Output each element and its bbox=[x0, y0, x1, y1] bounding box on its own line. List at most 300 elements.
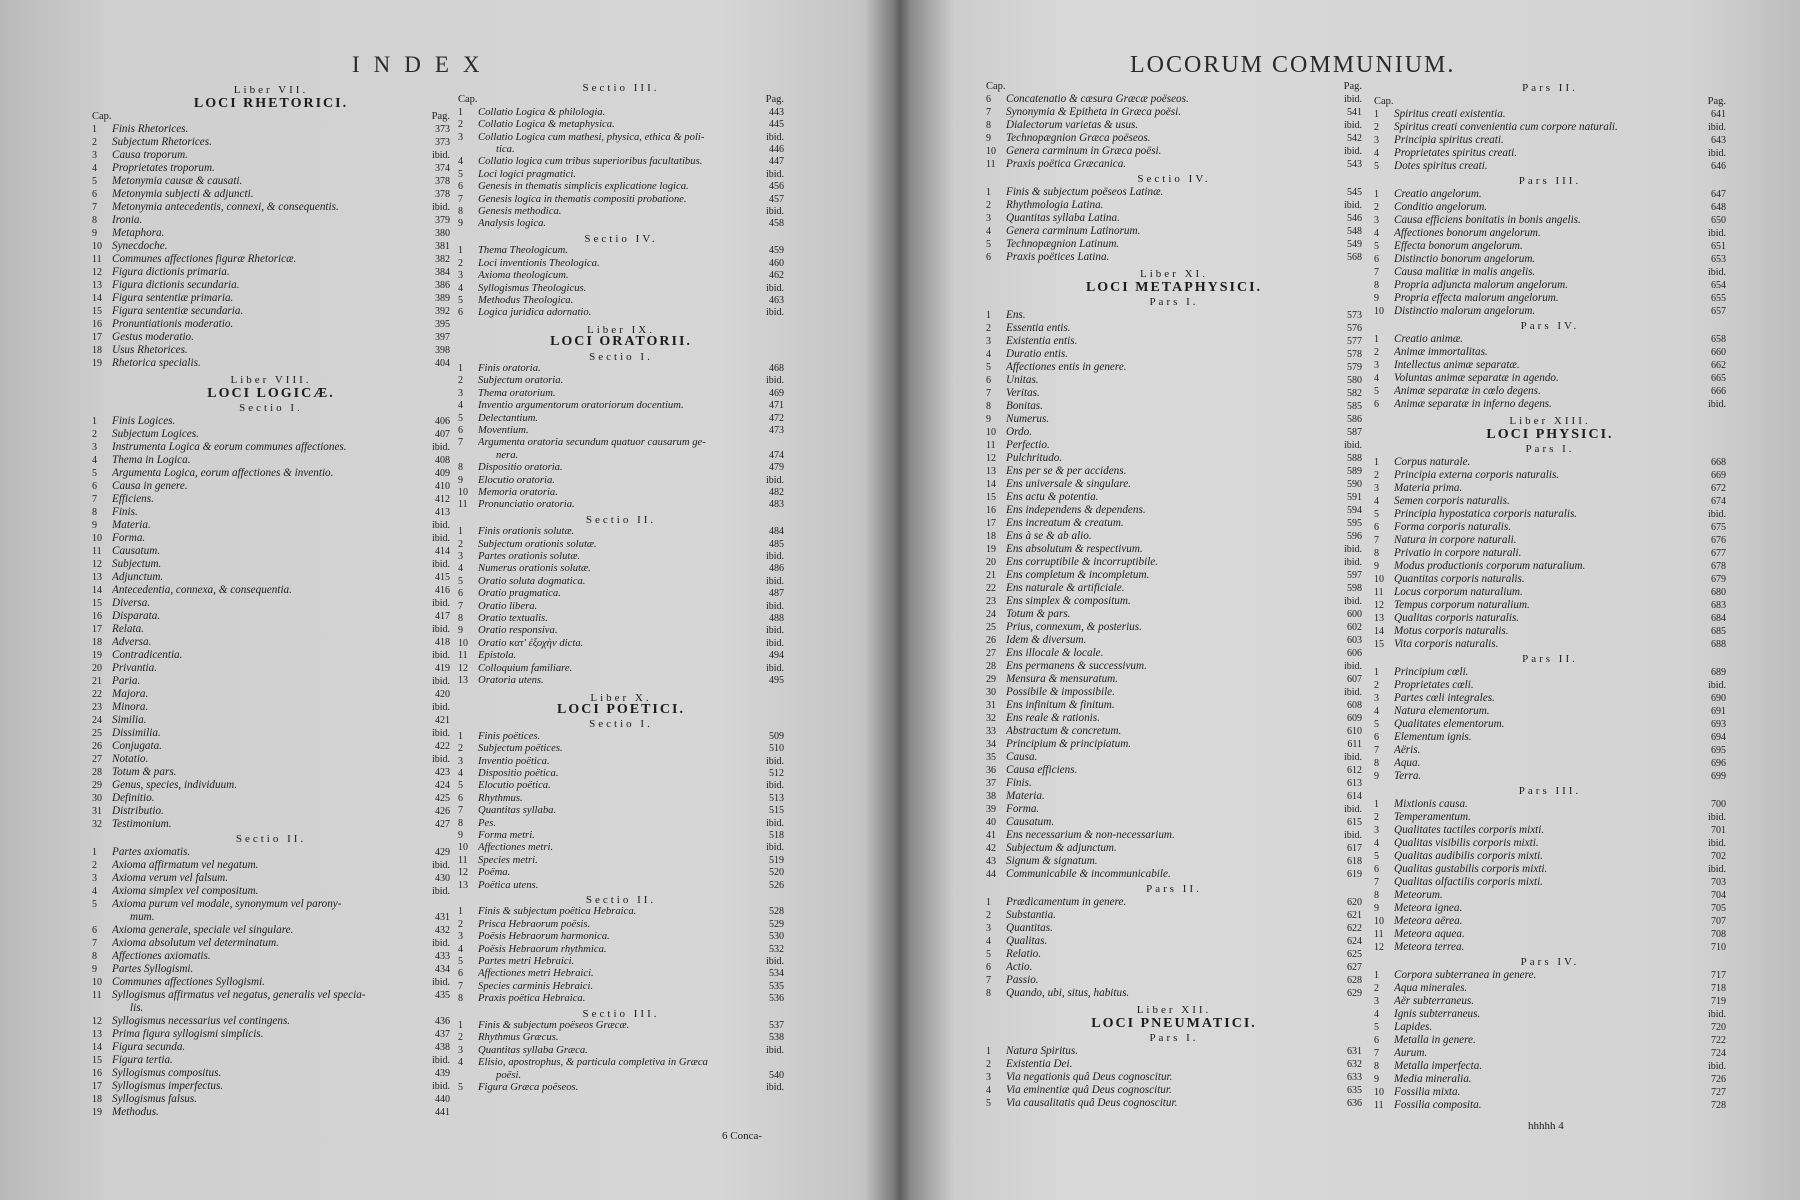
entry-title: Delectantium. bbox=[478, 412, 539, 424]
page-number: 621 bbox=[1347, 910, 1362, 921]
page-number: 674 bbox=[1711, 496, 1726, 507]
chapter-number: 9 bbox=[986, 414, 991, 425]
index-entry bbox=[1374, 359, 1726, 372]
page-number: 632 bbox=[1347, 1059, 1362, 1070]
page-number: 410 bbox=[435, 481, 450, 492]
index-entry bbox=[92, 872, 450, 885]
loci-heading: LOCI ORATORII. bbox=[550, 334, 692, 350]
entry-title: nera. bbox=[496, 449, 519, 461]
section-heading: Sectio II. bbox=[235, 833, 307, 845]
chapter-number: 10 bbox=[458, 637, 468, 649]
chapter-number: 3 bbox=[458, 931, 463, 943]
index-entry bbox=[1374, 1008, 1726, 1021]
index-entry bbox=[1374, 495, 1726, 508]
chapter-number: 1 bbox=[1374, 109, 1379, 120]
chapter-number: 3 bbox=[458, 270, 463, 282]
page-number: 438 bbox=[435, 1042, 450, 1053]
index-entry bbox=[458, 993, 784, 1005]
page-number: ibid. bbox=[1707, 122, 1726, 133]
page-number: 413 bbox=[435, 507, 450, 518]
entry-title: Causa malitiæ in malis angelis. bbox=[1394, 266, 1536, 278]
index-entry bbox=[92, 584, 450, 597]
page-number: 627 bbox=[1347, 962, 1362, 973]
chapter-number: 5 bbox=[458, 294, 463, 306]
entry-title: Definitio. bbox=[112, 792, 155, 804]
entry-title: Syllogismus affirmatus vel negatus, generalis vel specia- bbox=[112, 989, 366, 1001]
column-header bbox=[1374, 95, 1726, 108]
index-entry bbox=[458, 731, 784, 743]
chapter-number: 10 bbox=[1374, 574, 1384, 585]
page-number: 471 bbox=[769, 400, 784, 412]
index-entry bbox=[92, 989, 450, 1002]
chapter-number: 16 bbox=[92, 319, 102, 330]
index-entry bbox=[92, 859, 450, 872]
index-entry bbox=[1374, 240, 1726, 253]
chapter-number: 7 bbox=[92, 202, 97, 213]
chapter-number: 12 bbox=[458, 867, 468, 879]
page-number: 535 bbox=[769, 980, 784, 992]
index-entry bbox=[986, 119, 1362, 132]
chapter-number: 6 bbox=[458, 588, 463, 600]
entry-title: Proprietates troporum. bbox=[112, 162, 215, 174]
page-number: 573 bbox=[1347, 310, 1362, 321]
index-entry bbox=[458, 181, 784, 193]
index-entry bbox=[458, 1070, 784, 1082]
chapter-number: 3 bbox=[458, 755, 463, 767]
index-entry bbox=[986, 199, 1362, 212]
index-entry bbox=[458, 638, 784, 650]
page-number: 677 bbox=[1711, 548, 1726, 559]
chapter-number: 10 bbox=[92, 977, 102, 988]
page-number: ibid. bbox=[765, 637, 784, 649]
entry-title: Genera carminum Latinorum. bbox=[1006, 225, 1141, 237]
chapter-number: 16 bbox=[92, 611, 102, 622]
page-number: 382 bbox=[435, 254, 450, 265]
page-number: 696 bbox=[1711, 758, 1726, 769]
index-entry bbox=[1374, 995, 1726, 1008]
chapter-number: 4 bbox=[1374, 706, 1379, 717]
page-number: 722 bbox=[1711, 1035, 1726, 1046]
entry-title: Metonymia antecedentis, connexi, & consequentis. bbox=[112, 201, 339, 213]
page-number: 578 bbox=[1347, 349, 1362, 360]
chapter-number: 3 bbox=[986, 1072, 991, 1083]
page-number: 685 bbox=[1711, 626, 1726, 637]
page-number: 537 bbox=[769, 1020, 784, 1032]
entry-title: Bonitas. bbox=[1006, 400, 1043, 412]
entry-title: Numerus. bbox=[1006, 413, 1050, 425]
index-entry bbox=[1374, 679, 1726, 692]
page-number: 596 bbox=[1347, 531, 1362, 542]
page-number: 485 bbox=[769, 538, 784, 550]
chapter-number: 1 bbox=[92, 124, 97, 135]
entry-title: Lapides. bbox=[1394, 1021, 1433, 1033]
index-entry bbox=[92, 493, 450, 506]
chapter-number: 8 bbox=[458, 462, 463, 474]
page-number: 373 bbox=[435, 137, 450, 148]
chapter-number: 4 bbox=[458, 156, 463, 168]
page-number: ibid. bbox=[431, 1055, 450, 1066]
entry-title: Ens per se & per accidens. bbox=[1006, 465, 1127, 477]
entry-title: Ironia. bbox=[112, 214, 143, 226]
chapter-number: 9 bbox=[92, 520, 97, 531]
entry-title: Moventium. bbox=[478, 424, 529, 436]
chapter-number: 6 bbox=[1374, 864, 1379, 875]
chapter-number: 4 bbox=[458, 943, 463, 955]
entry-title: Genesis methodica. bbox=[478, 206, 562, 218]
chapter-number: 13 bbox=[1374, 613, 1384, 624]
index-entry bbox=[1374, 941, 1726, 954]
page-number: 406 bbox=[435, 416, 450, 427]
page-number: 384 bbox=[435, 267, 450, 278]
index-entry bbox=[986, 896, 1362, 909]
chapter-number: 4 bbox=[92, 163, 97, 174]
entry-title: Elocutio poëtica. bbox=[478, 780, 551, 792]
index-entry bbox=[1374, 1047, 1726, 1060]
page-number: 727 bbox=[1711, 1087, 1726, 1098]
page-number: 474 bbox=[769, 449, 784, 461]
index-entry bbox=[92, 188, 450, 201]
entry-title: Qualitates elementorum. bbox=[1394, 718, 1505, 730]
index-entry bbox=[986, 842, 1362, 855]
chapter-number: 1 bbox=[986, 897, 991, 908]
index-entry bbox=[1374, 201, 1726, 214]
entry-title: Causa in genere. bbox=[112, 480, 188, 492]
index-entry bbox=[1374, 121, 1726, 134]
chapter-number: 8 bbox=[1374, 890, 1379, 901]
chapter-number: 8 bbox=[986, 988, 991, 999]
entry-title: Qualitas corporis naturalis. bbox=[1394, 612, 1520, 624]
page-number: 614 bbox=[1347, 791, 1362, 802]
entry-title: Subjectum oratoria. bbox=[478, 375, 564, 387]
entry-title: Ens universale & singulare. bbox=[1006, 478, 1131, 490]
chapter-number: 19 bbox=[92, 1107, 102, 1118]
entry-title: Actio. bbox=[1006, 961, 1033, 973]
chapter-number: 21 bbox=[986, 570, 996, 581]
entry-title: Ens permanens & successivum. bbox=[1006, 660, 1147, 672]
page-number: ibid. bbox=[1707, 148, 1726, 159]
index-entry bbox=[92, 266, 450, 279]
chapter-number: 17 bbox=[986, 518, 996, 529]
page-number: 720 bbox=[1711, 1022, 1726, 1033]
chapter-number: 25 bbox=[92, 728, 102, 739]
page-number: 534 bbox=[769, 968, 784, 980]
chapter-number: 9 bbox=[1374, 1074, 1379, 1085]
entry-title: Corpus naturale. bbox=[1394, 456, 1471, 468]
index-entry bbox=[1374, 1073, 1726, 1086]
chapter-number: 2 bbox=[458, 918, 463, 930]
page-number: 651 bbox=[1711, 241, 1726, 252]
chapter-number: 3 bbox=[1374, 360, 1379, 371]
page-number: 548 bbox=[1347, 226, 1362, 237]
chapter-number: 9 bbox=[458, 625, 463, 637]
index-entry bbox=[92, 714, 450, 727]
entry-title: Conditio angelorum. bbox=[1394, 201, 1488, 213]
entry-title: Qualitas gustabilis corporis mixti. bbox=[1394, 863, 1548, 875]
page-number: ibid. bbox=[1343, 440, 1362, 451]
entry-title: Elementum ignis. bbox=[1394, 731, 1472, 743]
chapter-number: 1 bbox=[458, 1020, 463, 1032]
entry-title: Finis poëtices. bbox=[478, 730, 541, 742]
page-number: ibid. bbox=[765, 206, 784, 218]
index-entry bbox=[458, 830, 784, 842]
index-entry bbox=[92, 779, 450, 792]
chapter-number: 6 bbox=[1374, 522, 1379, 533]
chapter-number: 13 bbox=[92, 1029, 102, 1040]
entry-title: Colloquium familiare. bbox=[478, 662, 573, 674]
entry-title: Meteorum. bbox=[1394, 889, 1443, 901]
entry-title: Methodus. bbox=[112, 1106, 159, 1118]
page-number: 432 bbox=[435, 925, 450, 936]
index-entry bbox=[92, 253, 450, 266]
index-entry bbox=[92, 753, 450, 766]
index-entry bbox=[92, 818, 450, 831]
page-number: 704 bbox=[1711, 890, 1726, 901]
index-entry bbox=[92, 597, 450, 610]
page-number: 457 bbox=[769, 193, 784, 205]
page-number: 397 bbox=[435, 332, 450, 343]
chapter-number: 2 bbox=[458, 119, 463, 131]
page-number: 705 bbox=[1711, 903, 1726, 914]
page-number: 618 bbox=[1347, 856, 1362, 867]
entry-title: Corpora subterranea in genere. bbox=[1394, 969, 1537, 981]
index-entry bbox=[1374, 456, 1726, 469]
index-entry bbox=[458, 650, 784, 662]
chapter-number: 9 bbox=[92, 228, 97, 239]
chapter-number: 18 bbox=[92, 1094, 102, 1105]
chapter-number: 2 bbox=[986, 1059, 991, 1070]
index-entry bbox=[986, 790, 1362, 803]
entry-title: Collatio Logica & philologia. bbox=[478, 106, 606, 118]
index-entry bbox=[92, 454, 450, 467]
entry-title: Concatenatio & cæsura Græcæ poëseos. bbox=[1006, 93, 1189, 105]
chapter-number: 9 bbox=[1374, 771, 1379, 782]
chapter-number: 4 bbox=[458, 400, 463, 412]
entry-title: Dissimilia. bbox=[112, 727, 161, 739]
page-number: ibid. bbox=[1343, 200, 1362, 211]
index-entry bbox=[458, 625, 784, 637]
index-entry bbox=[986, 816, 1362, 829]
chapter-number: 3 bbox=[458, 551, 463, 563]
chapter-number: 11 bbox=[92, 990, 102, 1001]
entry-title: Prædicamentum in genere. bbox=[1006, 896, 1127, 908]
entry-title: Elocutio oratoria. bbox=[478, 474, 555, 486]
page-number: 543 bbox=[1347, 159, 1362, 170]
entry-title: Rhythmus. bbox=[478, 792, 523, 804]
section-heading: Pars II. bbox=[1522, 653, 1578, 665]
page-number: 718 bbox=[1711, 983, 1726, 994]
page-number: 707 bbox=[1711, 916, 1726, 927]
chapter-number: 2 bbox=[986, 200, 991, 211]
chapter-number: 9 bbox=[986, 133, 991, 144]
page-number: 446 bbox=[769, 144, 784, 156]
index-entry bbox=[458, 780, 784, 792]
chapter-number: 22 bbox=[92, 689, 102, 700]
entry-title: Pes. bbox=[478, 817, 497, 829]
index-entry bbox=[92, 467, 450, 480]
page-number: 414 bbox=[435, 546, 450, 557]
index-entry bbox=[92, 415, 450, 428]
page-number: ibid. bbox=[431, 442, 450, 453]
page-number: 724 bbox=[1711, 1048, 1726, 1059]
chapter-number: 1 bbox=[458, 526, 463, 538]
page-number: 602 bbox=[1347, 622, 1362, 633]
entry-title: Partes cœli integrales. bbox=[1394, 692, 1495, 704]
chapter-number: 12 bbox=[986, 453, 996, 464]
page-number: 415 bbox=[435, 572, 450, 583]
entry-title: Relatio. bbox=[1006, 948, 1042, 960]
chapter-number: 1 bbox=[92, 416, 97, 427]
entry-title: Relata. bbox=[112, 623, 144, 635]
page-number: ibid. bbox=[1343, 804, 1362, 815]
entry-title: Synonymia & Epitheta in Græca poësi. bbox=[1006, 106, 1182, 118]
index-entry bbox=[1374, 824, 1726, 837]
section-heading: Pars III. bbox=[1518, 175, 1582, 187]
page-number: ibid. bbox=[1707, 399, 1726, 410]
entry-title: Via eminentiæ quâ Deus cognoscitur. bbox=[1006, 1084, 1172, 1096]
chapter-number: 5 bbox=[92, 899, 97, 910]
entry-title: Finis orationis solutæ. bbox=[478, 526, 575, 538]
index-entry bbox=[458, 413, 784, 425]
page-number: 691 bbox=[1711, 706, 1726, 717]
page-number: 404 bbox=[435, 358, 450, 369]
entry-title: Finis & subjectum poëseos Græcæ. bbox=[478, 1020, 630, 1032]
chapter-number: 5 bbox=[986, 362, 991, 373]
entry-title: Ens à se & ab alio. bbox=[1006, 530, 1092, 542]
chapter-number: 4 bbox=[458, 282, 463, 294]
page-number: 434 bbox=[435, 964, 450, 975]
chapter-number: 24 bbox=[92, 715, 102, 726]
entry-title: Argumenta Logica, eorum affectiones & inventio. bbox=[112, 467, 334, 479]
page-number: 398 bbox=[435, 345, 450, 356]
index-entry bbox=[458, 768, 784, 780]
index-entry bbox=[458, 576, 784, 588]
entry-title: Subjectum poëtices. bbox=[478, 743, 563, 755]
page-number: 668 bbox=[1711, 457, 1726, 468]
page-number: 631 bbox=[1347, 1046, 1362, 1057]
chapter-number: 10 bbox=[1374, 1087, 1384, 1098]
chapter-number: 5 bbox=[458, 1082, 463, 1094]
index-entry bbox=[458, 499, 784, 511]
running-head-locorum: LOCORUM COMMUNIUM. bbox=[1130, 52, 1456, 78]
index-entry bbox=[986, 225, 1362, 238]
entry-title: Proprietates cœli. bbox=[1394, 679, 1474, 691]
entry-title: Oratio textualis. bbox=[478, 613, 548, 625]
index-entry bbox=[1374, 346, 1726, 359]
entry-title: Efficiens. bbox=[112, 493, 154, 505]
page-number: 717 bbox=[1711, 970, 1726, 981]
page-number: 381 bbox=[435, 241, 450, 252]
chapter-number: 3 bbox=[458, 387, 463, 399]
index-entry bbox=[986, 504, 1362, 517]
index-entry bbox=[458, 805, 784, 817]
chapter-number: 15 bbox=[92, 1055, 102, 1066]
section-heading: Sectio IV. bbox=[1137, 173, 1211, 185]
index-entry bbox=[458, 194, 784, 206]
entry-title: Finis oratoria. bbox=[478, 362, 541, 374]
index-entry bbox=[986, 145, 1362, 158]
entry-title: Subjectum Rhetorices. bbox=[112, 136, 212, 148]
chapter-number: 2 bbox=[986, 910, 991, 921]
chapter-number: 1 bbox=[986, 1046, 991, 1057]
chapter-number: 14 bbox=[92, 1042, 102, 1053]
chapter-number: 32 bbox=[92, 819, 102, 830]
page-number: 695 bbox=[1711, 745, 1726, 756]
page-number: 416 bbox=[435, 585, 450, 596]
entry-title: Dotes spiritus creati. bbox=[1394, 160, 1488, 172]
chapter-number: 11 bbox=[92, 546, 102, 557]
entry-title: Principium & principiatum. bbox=[1006, 738, 1132, 750]
chapter-number: 4 bbox=[458, 563, 463, 575]
chapter-number: 5 bbox=[1374, 241, 1379, 252]
chapter-number: 5 bbox=[458, 168, 463, 180]
index-entry bbox=[1374, 718, 1726, 731]
index-entry bbox=[1374, 508, 1726, 521]
chapter-number: 26 bbox=[986, 635, 996, 646]
index-entry bbox=[986, 1097, 1362, 1110]
index-column bbox=[458, 80, 784, 1095]
section-heading: Sectio I. bbox=[589, 350, 653, 363]
index-entry bbox=[1374, 372, 1726, 385]
chapter-number: 3 bbox=[1374, 825, 1379, 836]
entry-title: Syllogismus compositus. bbox=[112, 1067, 222, 1079]
page-number: 435 bbox=[435, 990, 450, 1001]
page-number: ibid. bbox=[765, 307, 784, 319]
index-entry bbox=[986, 647, 1362, 660]
chapter-number: 10 bbox=[458, 487, 468, 498]
section-heading: Sectio I. bbox=[589, 718, 653, 731]
page-number: 541 bbox=[1347, 107, 1362, 118]
chapter-number: 5 bbox=[92, 176, 97, 187]
entry-title: Aurum. bbox=[1394, 1047, 1428, 1059]
signature-mark: hhhhh 4 bbox=[1528, 1120, 1564, 1132]
index-entry bbox=[1374, 837, 1726, 850]
entry-title: Ens. bbox=[1006, 309, 1026, 321]
index-entry bbox=[458, 388, 784, 400]
entry-title: Causa efficiens. bbox=[1006, 764, 1078, 776]
chapter-number: 30 bbox=[92, 793, 102, 804]
page-number: ibid. bbox=[765, 282, 784, 294]
page-number: ibid. bbox=[1343, 557, 1362, 568]
entry-title: Metalla in genere. bbox=[1394, 1034, 1476, 1046]
entry-title: Axioma theologicum. bbox=[478, 270, 569, 282]
chapter-number: 21 bbox=[92, 676, 102, 687]
entry-title: Methodus Theologica. bbox=[478, 294, 574, 306]
index-entry bbox=[458, 906, 784, 918]
page-number: 703 bbox=[1711, 877, 1726, 888]
page-number: ibid. bbox=[431, 702, 450, 713]
entry-title: Genesis in thematis simplicis explicatione logica. bbox=[478, 181, 689, 193]
page-number: 510 bbox=[769, 743, 784, 755]
page-number: 430 bbox=[435, 873, 450, 884]
section-heading: Sectio IV. bbox=[584, 232, 658, 245]
page-number: 653 bbox=[1711, 254, 1726, 265]
entry-title: Ens infinitum & finitum. bbox=[1006, 699, 1115, 711]
entry-title: Finis & subjectum poëseos Latinæ. bbox=[1006, 186, 1164, 198]
chapter-number: 7 bbox=[1374, 745, 1379, 756]
chapter-number: 29 bbox=[986, 674, 996, 685]
entry-title: Communes affectiones Syllogismi. bbox=[112, 976, 265, 988]
index-entry bbox=[458, 919, 784, 931]
index-entry bbox=[92, 214, 450, 227]
chapter-number: 4 bbox=[92, 455, 97, 466]
index-entry bbox=[986, 400, 1362, 413]
index-entry bbox=[458, 144, 784, 156]
index-entry bbox=[458, 981, 784, 993]
chapter-number: 8 bbox=[986, 401, 991, 412]
entry-title: Pronunciatio oratoria. bbox=[478, 499, 575, 511]
chapter-number: 8 bbox=[1374, 548, 1379, 559]
chapter-number: 3 bbox=[1374, 996, 1379, 1007]
